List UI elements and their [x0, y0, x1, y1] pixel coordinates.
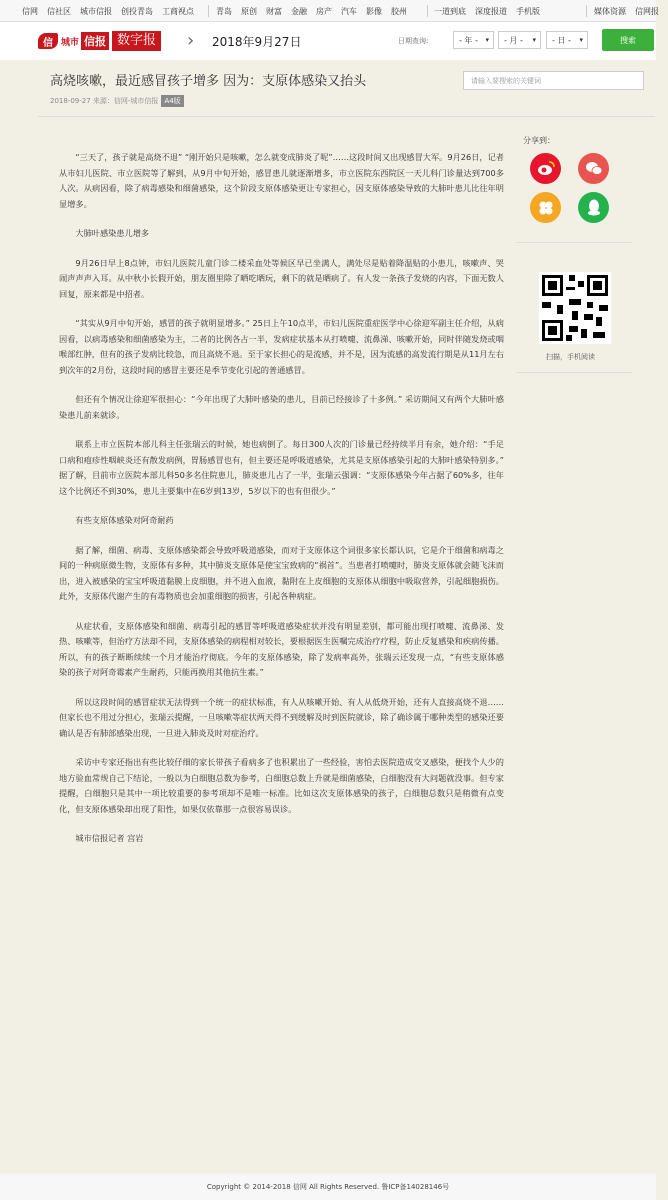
- top-nav-group-far: [594, 0, 668, 22]
- article-source: 2018-09-27 来源：信网-城市信报: [50, 97, 159, 105]
- paragraph: 据了解，细菌、病毒、支原体感染都会导致呼吸道感染，而对于支原体这个词很多家长都认识，它是介于细菌和病毒之间的一种病原微生物，支原体有多种，其中肺炎支原体是使宝宝致病的“祸首”。当患者打喷嚏时，肺炎支原体就会随飞沫而出，进入被感染的宝宝呼吸道黏膜上皮细胞，并不进入血液，黏附在上皮细胞的支原体从细胞中吸取营养，引起细胞损伤。此外，支原体代谢产生的有毒物质也会加重细胞的损害，引起各种病症。: [59, 544, 504, 601]
- topnav-link[interactable]: 深度报道: [475, 6, 507, 16]
- topnav-link[interactable]: 财富: [266, 6, 282, 16]
- month-select-value: - 月 -: [504, 35, 523, 45]
- qzone-icon[interactable]: [530, 192, 561, 223]
- issue-date: 2018年9月27日: [212, 35, 302, 49]
- day-select[interactable]: [546, 31, 588, 49]
- weibo-icon[interactable]: [530, 153, 561, 184]
- qq-icon[interactable]: [578, 192, 609, 223]
- paragraph: 联系上市立医院本部儿科主任张瑞云的时候，她也病倒了。每日300人次的门诊量已经持续半月有余，她介绍：“手足口病和疱疹性咽峡炎还有散发病例，胃肠感冒也有，但主要还是呼吸道感染，尤其是支原体感染引起的大肺叶感染特别多。” 据了解，目前市立医院本部儿科50多名住院患儿，肺炎患儿占了一半，张瑞云强调：“支原体感染今年占据了60%多，往年这个比例还不到30%，患儿主要集中在6岁到13岁，5岁以下的也有但很少。”: [59, 439, 504, 496]
- footer-copyright: Copyright © 2014-2018 信网 All Rights Reserved. 鲁ICP备14028146号: [0, 1174, 656, 1200]
- topnav-link[interactable]: 城市信报: [80, 6, 112, 16]
- chevron-right-icon: ›: [187, 30, 195, 51]
- paragraph: 所以这段时间的感冒症状无法得到一个统一的症状标准，有人从咳嗽开始、有人从低烧开始，还有人直接高烧不退……但家长也不用过分担心，张瑞云提醒，一旦咳嗽等症状两天得不到缓解及时到医院就诊，除了确诊属于哪种类型的感染还要确认是否有肺部感染出现，一旦进入肺炎及时对症治疗。: [59, 696, 504, 738]
- article-body: [59, 150, 504, 861]
- byline: 城市信报记者 宫岩: [75, 833, 144, 843]
- chevron-down-icon: ▾: [579, 36, 583, 44]
- site-logo[interactable]: [38, 31, 161, 51]
- year-select[interactable]: [453, 31, 494, 49]
- topnav-link[interactable]: 原创: [241, 6, 257, 16]
- topnav-link[interactable]: 影像: [366, 6, 382, 16]
- qr-code-icon: [539, 272, 611, 344]
- topnav-link[interactable]: 信社区: [47, 6, 71, 16]
- topnav-link[interactable]: 媒体资源: [594, 6, 626, 16]
- keyword-search-input[interactable]: 请输入要搜索的关键词: [463, 71, 644, 90]
- wechat-icon[interactable]: [578, 153, 609, 184]
- search-button[interactable]: 搜索: [602, 29, 654, 51]
- top-nav: [0, 0, 659, 22]
- top-nav-group-right: [434, 0, 549, 22]
- year-select-value: - 年 -: [459, 35, 478, 45]
- chevron-down-icon: ▾: [532, 36, 536, 44]
- topnav-divider: [427, 5, 428, 17]
- paragraph: 从症状看，支原体感染和细菌、病毒引起的感冒等呼吸道感染症状并没有明显差别，都可能出现打喷嚏、流鼻涕、发热、咳嗽等，但治疗方法却不同，支原体感染的病程相对较长，要根据医生医嘱完成治疗疗程，防止反复感染和疾病传播。所以，有的孩子断断续续一个月才能治疗彻底。今年的支原体感染，除了发病率高外，张瑞云还发现一点，“有些支原体感染的孩子对阿奇霉素产生耐药，只能再换用其他抗生素。”: [59, 620, 504, 677]
- topnav-link[interactable]: 青岛: [216, 6, 232, 16]
- article-container: [38, 60, 655, 1174]
- share-label: 分享到：: [523, 136, 555, 145]
- divider: [38, 116, 655, 117]
- topnav-divider: [208, 5, 209, 17]
- article-meta: [50, 95, 184, 107]
- divider: [516, 242, 632, 243]
- date-query-label: 日期查询:: [398, 37, 429, 45]
- topnav-link[interactable]: 信网: [22, 6, 38, 16]
- month-select[interactable]: [498, 31, 541, 49]
- brand-bar: [0, 22, 656, 60]
- topnav-link[interactable]: 胶州: [391, 6, 407, 16]
- subheading: 大肺叶感染患儿增多: [75, 228, 150, 238]
- topnav-link[interactable]: 手机版: [516, 6, 540, 16]
- logo-mark: 信: [38, 33, 58, 49]
- page-badge[interactable]: A4版: [161, 95, 183, 107]
- qr-caption: 扫描，手机阅读: [546, 353, 595, 361]
- subheading: 有些支原体感染对阿奇耐药: [75, 515, 174, 525]
- topnav-link[interactable]: 一道到底: [434, 6, 466, 16]
- paragraph: “其实从9月中旬开始，感冒的孩子就明显增多。” 25日上午10点半，市妇儿医院重症医学中心徐迎军副主任介绍，从病因看，以病毒感染和细菌感染为主，二者的比例各占一半，发病症状基本从打喷嚏、流鼻涕、咳嗽开始，同时伴随发烧或咽喉部红肿，但有的孩子发病比较急，而且高烧不退。至于家长担心的是流感，并不是，因为流感的高发流行期是从11月左右到次年的2月份，这段时间的感冒主要还是季节变化引起的普通感冒。: [59, 318, 504, 375]
- top-nav-group-mid: [216, 0, 416, 22]
- chevron-down-icon: ▾: [485, 36, 489, 44]
- topnav-link[interactable]: 金融: [291, 6, 307, 16]
- article-headline: 高烧咳嗽，最近感冒孩子增多 因为：支原体感染又抬头: [50, 74, 367, 89]
- day-select-value: - 日 -: [552, 35, 571, 45]
- paragraph: “三天了，孩子就是高烧不退” “刚开始只是咳嗽，怎么就变成肺炎了呢”……这段时间又出现感冒大军。9月26日，记者从市妇儿医院、市立医院等了解到，从9月中旬开始，感冒患儿就逐渐增多，市立医院东西院区一天儿科门诊量达到700多人次。从病因看，除了病毒感染和细菌感染，这个阶段支原体感染更让专家担心，因支原体感染导致的大肺叶患儿比往年明显增多。: [59, 152, 504, 209]
- paragraph: 9月26日早上8点钟，市妇儿医院儿童门诊二楼采血处等候区早已坐满人，满处尽是贴着降温贴的小患儿，咳嗽声、哭闹声声声入耳。从中秋小长假开始，朋友圈里除了晒吃晒玩，剩下的就是晒病了。有人发一条孩子发烧的内容，下面无数人回复，原来都是中招者。: [59, 257, 504, 299]
- paragraph: 但还有个情况让徐迎军很担心：“今年出现了大肺叶感染的患儿，目前已经接诊了十多例。” 采访期间又有两个大肺叶感染患儿前来就诊。: [59, 394, 504, 420]
- logo-digital-paper: 数字报: [112, 31, 161, 51]
- divider: [516, 372, 632, 373]
- topnav-link[interactable]: 汽车: [341, 6, 357, 16]
- paragraph: 采访中专家还指出有些比较仔细的家长带孩子看病多了也积累出了一些经验，害怕去医院造成交叉感染，便找个人少的地方验血常规自己下结论，一般以为白细胞总数为参考，白细胞总数上升就是细菌感染，白细胞没有大问题就没事。但专家提醒，白细胞只是其中一项比较重要的参考项却不是唯一标准。比如这次支原体感染的孩子，白细胞总数只是稍微有点变化，但支原体感染却出现了阳性，如果仅依靠那一点很容易误诊。: [59, 757, 504, 814]
- top-nav-group-left: [22, 0, 203, 22]
- topnav-link[interactable]: 房产: [316, 6, 332, 16]
- topnav-link[interactable]: 信网报: [635, 6, 659, 16]
- topnav-divider: [586, 5, 587, 17]
- logo-text: 城市: [61, 37, 80, 48]
- topnav-link[interactable]: 创投青岛: [121, 6, 153, 16]
- logo-text: 信报: [81, 32, 109, 50]
- topnav-link[interactable]: 工商视点: [162, 6, 194, 16]
